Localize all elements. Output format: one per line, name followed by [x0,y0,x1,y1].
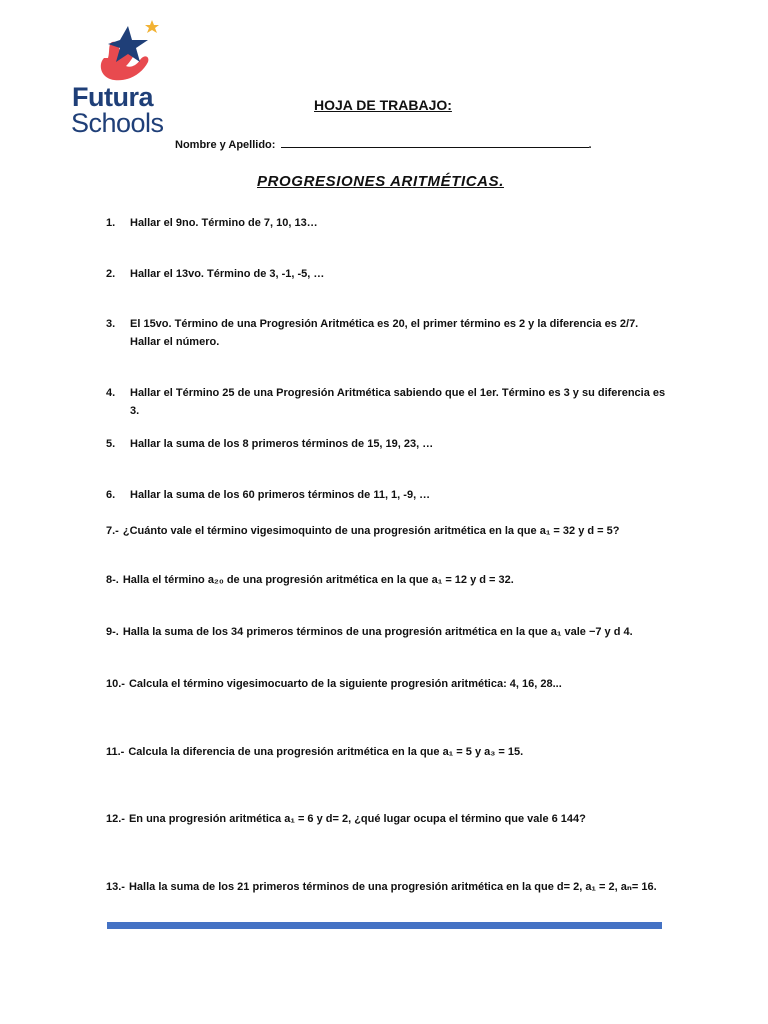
question-number: 4. [106,387,116,399]
question-text: ¿Cuánto vale el término vigesimoquinto de una progresión aritmética en la que a₁ = 32 y d = 5? [122,525,620,537]
footer-accent-bar [107,922,662,929]
question-number: 5. [106,438,116,450]
question-6 [106,486,666,504]
name-label: Nombre y Apellido: [175,139,276,151]
question-text: Calcula el término vigesimocuarto de la siguiente progresión aritmética: 4, 16, 28... [128,678,562,690]
question-number: 8-. [106,574,119,586]
question-2 [106,265,666,283]
question-number: 11.- [106,746,125,758]
question-number: 13.- [106,881,125,893]
question-text: En una progresión aritmética a₁ = 6 y d= 2, ¿qué lugar ocupa el término que vale 6 144? [128,813,586,825]
question-8 [106,571,666,589]
question-number: 12.- [106,813,125,825]
question-7 [106,522,666,540]
logo-word-futura: Futura [72,82,153,112]
question-3 [106,315,666,351]
name-blank-line[interactable] [281,137,589,148]
question-number: 2. [106,268,116,280]
question-10 [106,675,666,693]
futura-schools-logo [68,18,178,138]
question-text: Halla la suma de los 21 primeros términos de una progresión aritmética en la que d= 2, a₁ = 2, aₙ= 16. [128,881,657,893]
question-1 [106,214,666,232]
question-text: Calcula la diferencia de una progresión aritmética en la que a₁ = 5 y a₃ = 15. [128,746,524,758]
logo-word-schools: Schools [71,108,164,138]
question-9 [106,623,666,641]
question-12 [106,810,666,828]
question-number: 6. [106,489,116,501]
question-number: 7.- [106,525,119,537]
question-text: El 15vo. Término de una Progresión Aritmética es 20, el primer término es 2 y la diferencia es 2/7. Hallar el número. [130,318,639,348]
question-text: Hallar la suma de los 60 primeros términos de 11, 1, -9, … [130,489,431,501]
question-text: Hallar el 9no. Término de 7, 10, 13… [130,217,318,229]
question-text: Halla el término a₂₀ de una progresión aritmética en la que a₁ = 12 y d = 32. [122,574,514,586]
name-field-line [175,137,592,151]
question-text: Hallar el 13vo. Término de 3, -1, -5, … [130,268,325,280]
question-text: Hallar el Término 25 de una Progresión Aritmética sabiendo que el 1er. Término es 3 y su diferencia es 3. [130,387,666,417]
question-number: 10.- [106,678,125,690]
question-number: 1. [106,217,116,229]
question-text: Halla la suma de los 34 primeros términos de una progresión aritmética en la que a₁ vale −7 y d 4. [122,626,633,638]
question-4 [106,384,666,420]
question-5 [106,435,666,453]
question-13 [106,878,666,896]
question-number: 9-. [106,626,119,638]
topic-heading: PROGRESIONES ARITMÉTICAS. [257,173,504,190]
question-number: 3. [106,318,116,330]
question-11 [106,743,666,761]
question-text: Hallar la suma de los 8 primeros términos de 15, 19, 23, … [130,438,434,450]
star-hand-logo-icon [90,18,162,84]
sheet-title: HOJA DE TRABAJO: [314,97,452,113]
name-end-period: . [588,139,592,151]
